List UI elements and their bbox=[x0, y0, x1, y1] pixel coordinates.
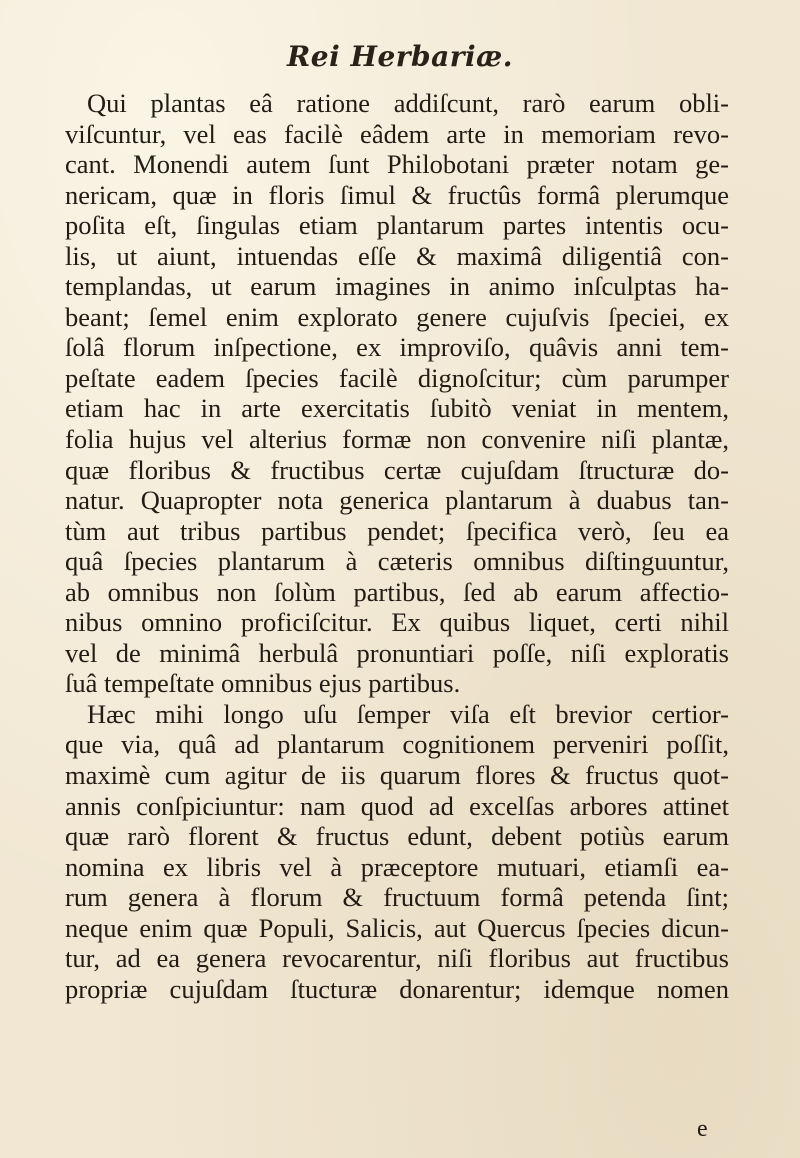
text-line: quæ floribus & fructibus certæ cujuſdam ſtructuræ do- bbox=[65, 454, 729, 485]
text-line: nomina ex libris vel à præceptore mutuari, etiamſi ea- bbox=[65, 851, 729, 882]
text-line: quâ ſpecies plantarum à cæteris omnibus diſtinguuntur, bbox=[65, 546, 729, 577]
text-line: beant; ſemel enim explorato genere cujuſvis ſpeciei, ex bbox=[65, 301, 729, 332]
text-line: Qui plantas eâ ratione addiſcunt, rarò earum obli- bbox=[87, 88, 729, 118]
text-line: annis conſpiciuntur: nam quod ad excelſas arbores attinet bbox=[65, 790, 729, 821]
text-line: vel de minimâ herbulâ pronuntiari poſſe, niſi exploratis bbox=[65, 637, 729, 668]
text-line: viſcuntur, vel eas facilè eâdem arte in memoriam revo- bbox=[65, 118, 729, 149]
body-text bbox=[65, 88, 729, 1004]
text-line: natur. Quapropter nota generica plantarum à duabus tan- bbox=[65, 485, 729, 516]
text-line: folia hujus vel alterius formæ non convenire niſi plantæ, bbox=[65, 424, 729, 455]
text-line: lis, ut aiunt, intuendas eſſe & maximâ diligentiâ con- bbox=[65, 240, 729, 271]
text-line: Hæc mihi longo uſu ſemper viſa eſt brevior certior- bbox=[87, 698, 729, 729]
text-line: propriæ cujuſdam ſtucturæ donarentur; idemque nomen bbox=[65, 973, 729, 1004]
text-line: tur, ad ea genera revocarentur, niſi floribus aut fructibus bbox=[65, 943, 729, 974]
text-line: nibus omnino proficiſcitur. Ex quibus liquet, certi nihil bbox=[65, 607, 729, 638]
text-line: nericam, quæ in floris ſimul & fructûs formâ plerumque bbox=[65, 179, 729, 210]
text-line: etiam hac in arte exercitatis ſubitò veniat in mentem, bbox=[65, 393, 729, 424]
text-line: neque enim quæ Populi, Salicis, aut Quercus ſpecies dicun- bbox=[65, 912, 729, 943]
text-line: peſtate eadem ſpecies facilè dignoſcitur; cùm parumper bbox=[65, 362, 729, 393]
text-line: templandas, ut earum imagines in animo inſculptas ha- bbox=[65, 271, 729, 302]
text-line: quæ rarò florent & fructus edunt, debent potiùs earum bbox=[65, 821, 729, 852]
text-line: ab omnibus non ſolùm partibus, ſed ab earum affectio- bbox=[65, 576, 729, 607]
text-line: ſolâ florum inſpectione, ex improviſo, quâvis anni tem- bbox=[65, 332, 729, 363]
catchword: e bbox=[697, 1116, 708, 1142]
text-line: poſita eſt, ſingulas etiam plantarum partes intentis ocu- bbox=[65, 210, 729, 241]
text-line: cant. Monendi autem ſunt Philobotani præter notam ge- bbox=[65, 149, 729, 180]
text-line: que via, quâ ad plantarum cognitionem perveniri poſſit, bbox=[65, 729, 729, 760]
text-line: ſuâ tempeſtate omnibus ejus partibus. bbox=[65, 668, 461, 699]
text-line: tùm aut tribus partibus pendet; ſpecifica verò, ſeu ea bbox=[65, 515, 729, 546]
text-line: rum genera à florum & fructuum formâ petenda ſint; bbox=[65, 882, 729, 913]
running-head: Rei Herbariæ. bbox=[287, 40, 513, 73]
text-line: maximè cum agitur de iis quarum flores & fructus quot- bbox=[65, 760, 729, 791]
